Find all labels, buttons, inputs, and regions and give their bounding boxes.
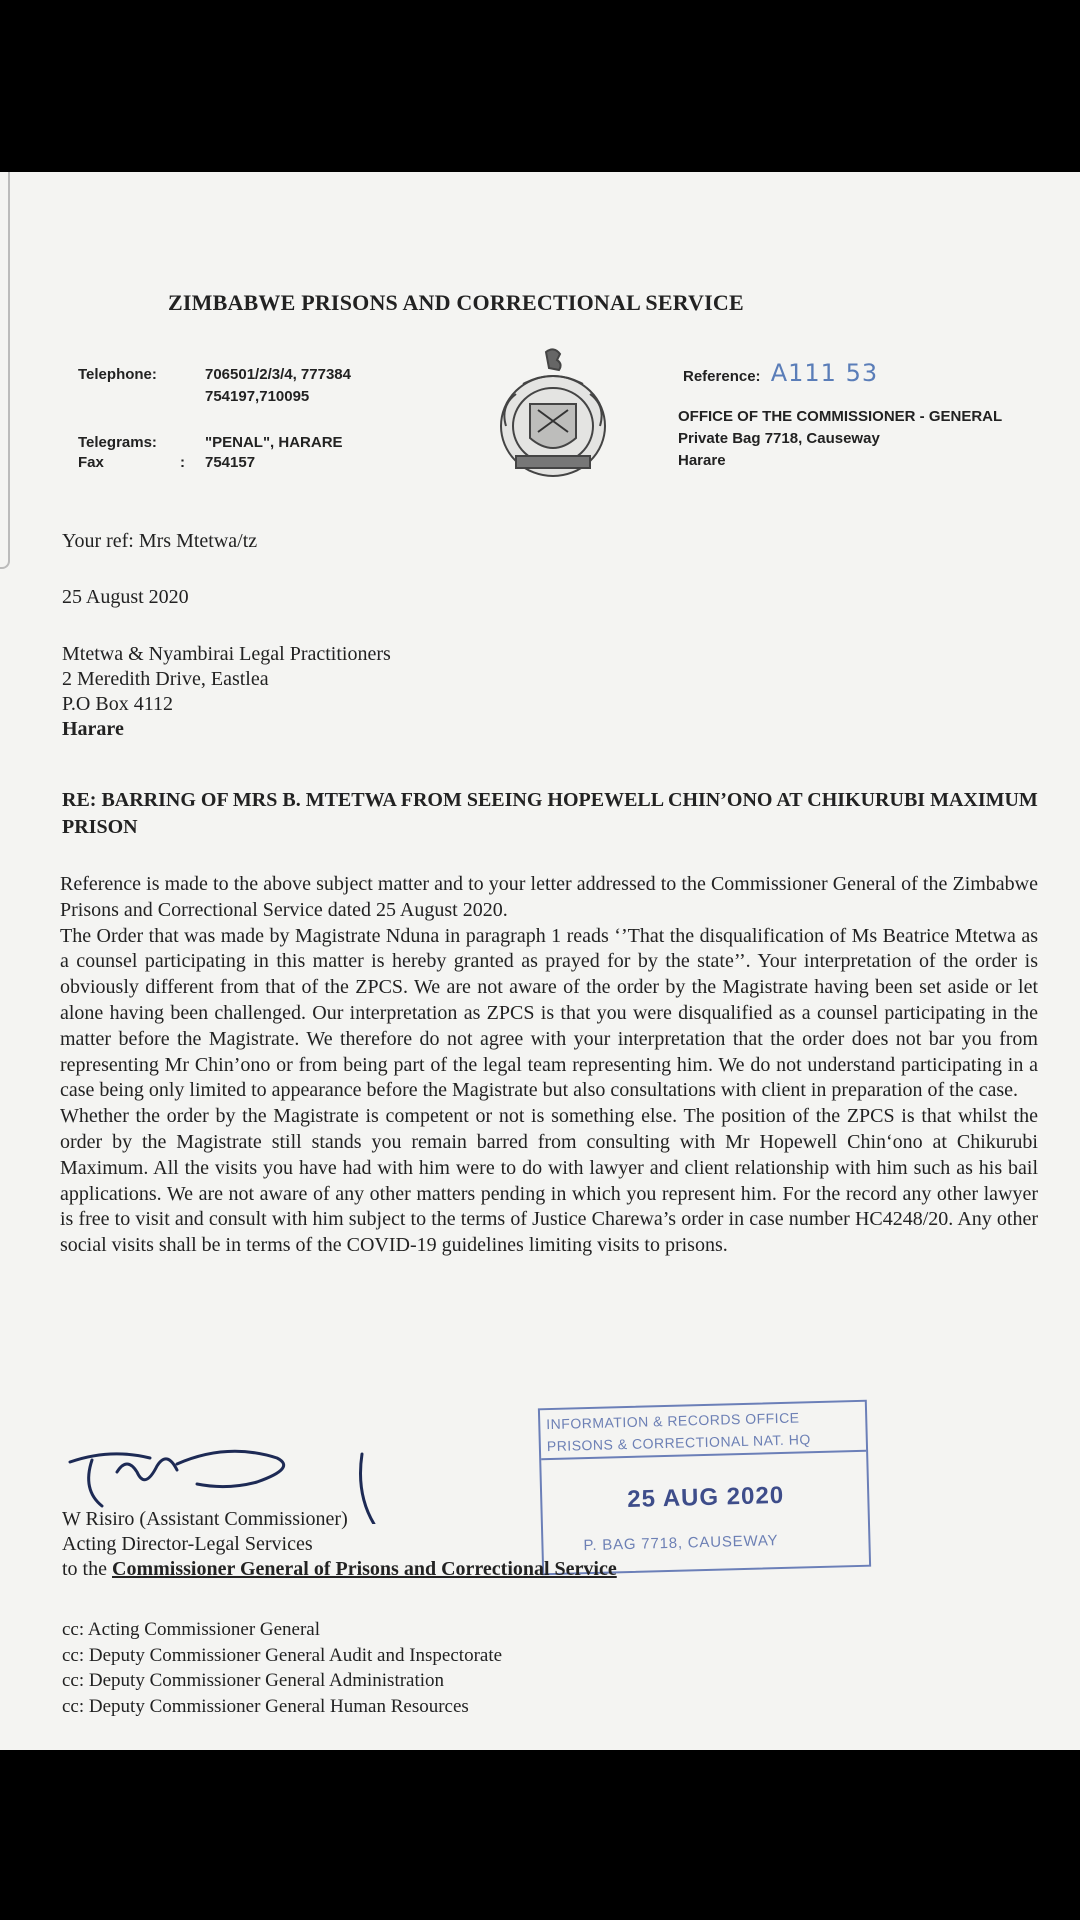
signatory-for-prefix: to the [62,1558,112,1580]
stamp-line-1: INFORMATION & RECORDS OFFICE [546,1409,800,1433]
telephone-value-1: 706501/2/3/4, 777384 [205,366,351,383]
letter-date: 25 August 2020 [62,586,189,608]
office-line-1: OFFICE OF THE COMMISSIONER - GENERAL [678,408,1003,425]
organization-name: ZIMBABWE PRISONS AND CORRECTIONAL SERVICE [168,290,744,315]
body-paragraph-1: Reference is made to the above subject matter and to your letter addressed to the Commissioner General of the Zimbabwe Prisons and Correctional Service dated 25 August 2020. [60,873,1038,921]
signature-block [62,1507,617,1582]
signatory-name: W Risiro (Assistant Commissioner) [62,1508,348,1530]
subject-line: RE: BARRING OF MRS B. MTETWA FROM SEEING HOPEWELL CHIN’ONO AT CHIKURUBI MAXIMUM PRISON [62,789,1038,838]
recipient-line-2: 2 Meredith Drive, Eastlea [62,668,269,690]
recipient-address [62,642,391,742]
fax-colon: : [180,454,185,471]
page-edge-mark [0,172,10,569]
body-paragraph-2: The Order that was made by Magistrate Nduna in paragraph 1 reads ‘’That the disqualification of Ms Beatrice Mtetwa as a counsel participating in this matter is hereby granted as prayed for by the state’’. Your interpretation of the order is obviously different from that of the ZPCS. We are not aware of the order by the Magistrate having been set aside or let alone having been challenged. Our interpretation as ZPCS is that you were disqualified as a counsel participating in the matter before the Magistrate. We therefore do not agree with your interpretation that the order does not bar you from representing Mr Chin’ono or from being part of the legal team representing him. We do not understand participating in a case being only limited to appearance before the Magistrate but also consultations with client in preparation of the case. [60,924,1038,1102]
letter-page [0,172,1080,1750]
fax-label: Fax [78,454,104,471]
telegrams-label: Telegrams: [78,434,157,451]
stamp-line-2: PRISONS & CORRECTIONAL NAT. HQ [546,1431,811,1455]
office-line-3: Harare [678,452,726,469]
office-line-2: Private Bag 7718, Causeway [678,430,880,447]
recipient-line-1: Mtetwa & Nyambirai Legal Practitioners [62,643,391,665]
cc-item: cc: Deputy Commissioner General Human Resources [62,1695,469,1717]
cc-list [62,1617,502,1719]
signatory-for-line [62,1557,617,1582]
your-ref: Your ref: Mrs Mtetwa/tz [62,530,258,552]
telegrams-value: "PENAL", HARARE [205,434,343,451]
cc-item: cc: Deputy Commissioner General Audit and Inspectorate [62,1644,503,1666]
recipient-line-4: Harare [62,718,124,740]
telephone-value-2: 754197,710095 [205,388,310,405]
cc-item: cc: Deputy Commissioner General Administration [62,1670,445,1691]
reference-label: Reference: [683,368,761,385]
body-paragraph-3: Whether the order by the Magistrate is competent or not is something else. The position of the ZPCS is that whilst the order by the Magistrate still stands you remain barred from consulting with Mr Hopewell Chin‘ono at Chikurubi Maximum. All the visits you have had with him were to do with lawyer and client relationship with him such as his bail applications. We are not aware of any other matters pending in which you represent him. For the record any other lawyer is free to visit and consult with him subject to the terms of Justice Charewa’s order in case number HC4248/20. Any other social visits shall be in terms of the COVID-19 guidelines limiting visits to prisons. [60,1105,1038,1257]
recipient-line-3: P.O Box 4112 [62,693,173,715]
signatory-title: Acting Director-Legal Services [62,1533,313,1555]
coat-of-arms-icon [488,344,618,489]
signatory-for-entity: Commissioner General of Prisons and Correctional Service [112,1558,617,1580]
fax-value: 754157 [205,454,256,471]
cc-item: cc: Acting Commissioner General [62,1619,321,1640]
reference-handwritten: A111 53 [770,359,879,387]
telephone-label: Telephone: [78,366,157,383]
reference-row [683,359,879,388]
stamp-date: 25 AUG 2020 [626,1481,785,1514]
stamp-line-4: P. BAG 7718, CAUSEWAY [583,1532,779,1555]
letter-body [60,872,1038,1259]
